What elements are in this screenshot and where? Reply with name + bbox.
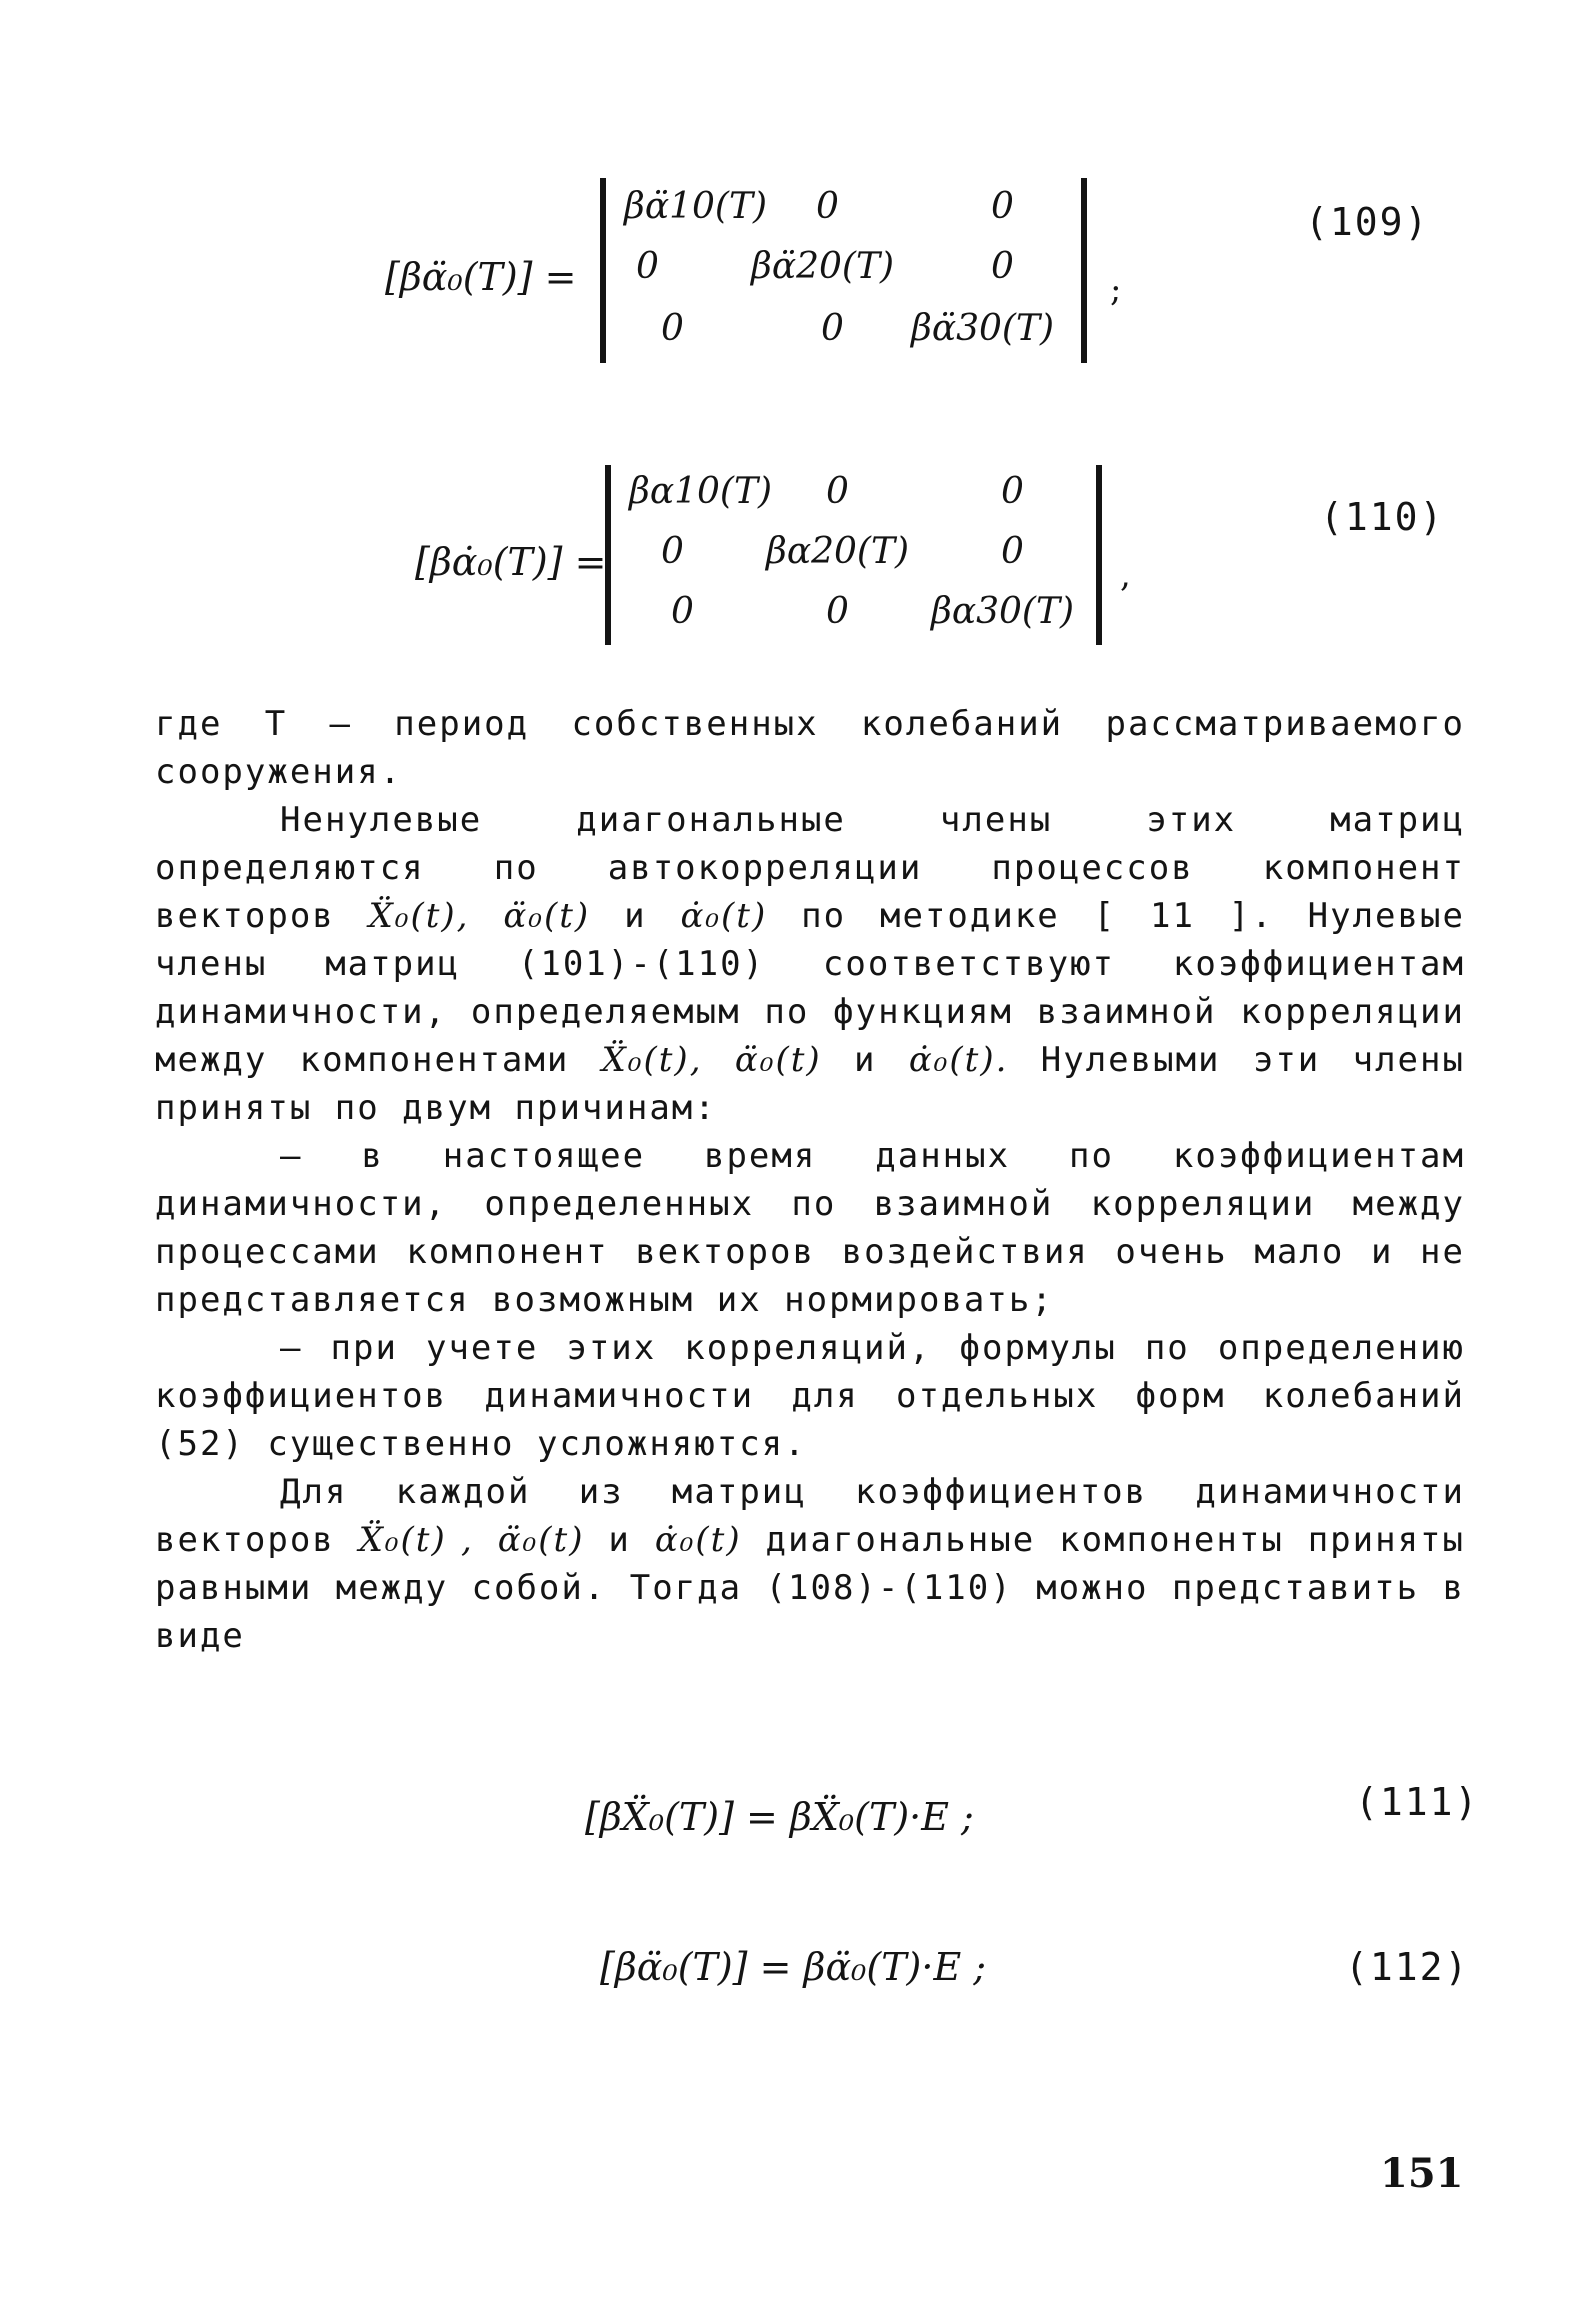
- matrix-cell: 0: [1001, 531, 1024, 572]
- matrix-cell: βα20(T): [766, 531, 910, 572]
- eq109-punct: ;: [1110, 270, 1122, 310]
- matrix-cell: βα̈10(T): [624, 186, 768, 227]
- text-span: Нулевыми эти члены приняты по двум причинам:: [155, 1040, 1465, 1128]
- vector-symbol: Ẍ₀(t),: [601, 1040, 703, 1080]
- matrix-cell: βα10(T): [629, 471, 773, 512]
- equation-number: (112): [1345, 1945, 1470, 1989]
- matrix-cell: βα̈20(T): [751, 246, 895, 287]
- paragraph: – при учете этих корреляций, формулы по определению коэффициентов динамичности для отдельных форм колебаний (52) существенно усложняются.: [155, 1328, 1465, 1464]
- vector-symbol: α̇₀(t): [654, 1520, 742, 1560]
- equation-number: (110): [1320, 495, 1445, 539]
- matrix-cell: 0: [826, 591, 849, 632]
- vector-symbol: α̇₀(t).: [908, 1040, 1009, 1080]
- vector-symbol: α̈₀(t): [734, 1040, 822, 1080]
- paragraph: [155, 796, 1465, 1132]
- vector-symbol: Ẍ₀(t),: [368, 896, 470, 936]
- matrix-cell: 0: [816, 186, 839, 227]
- text-span: Для каждой из матриц коэффициентов динамичности векторов: [155, 1472, 1465, 1560]
- text-span: и: [624, 896, 647, 936]
- eq111-formula: [βẌ₀(T)] = βẌ₀(T)·E ;: [585, 1795, 974, 1839]
- page-number: 151: [1380, 2150, 1464, 2197]
- vector-symbol: Ẍ₀(t) ,: [358, 1520, 474, 1560]
- eq109-matrix: [600, 178, 1087, 363]
- equation-number: (111): [1355, 1780, 1480, 1824]
- matrix-cell: 0: [991, 246, 1014, 287]
- text-span: и: [854, 1040, 877, 1080]
- equation-number: (109): [1305, 200, 1430, 244]
- matrix-cell: 0: [821, 308, 844, 349]
- paragraph: где T – период собственных колебаний рассматриваемого сооружения.: [155, 704, 1465, 792]
- text-span: по методике: [801, 896, 1060, 936]
- paragraph: – в настоящее время данных по коэффициентам динамичности, определенных по взаимной корреляции между процессами компонент векторов воздействия очень мало и не представляется возможным их нормировать;: [155, 1136, 1465, 1320]
- text-span: Ненулевые диагональные члены этих матриц определяются по автокорреляции процессов компонент векторов: [155, 800, 1465, 936]
- text-span: и: [608, 1520, 631, 1560]
- vector-symbol: α̈₀(t): [503, 896, 591, 936]
- eq109-lhs: [βα̈₀(T)] =: [385, 255, 577, 299]
- matrix-cell: 0: [826, 471, 849, 512]
- eq110-lhs: [βα̇₀(T)] =: [415, 540, 607, 584]
- paragraph: [155, 1468, 1465, 1660]
- matrix-cell: βα̈30(T): [911, 308, 1055, 349]
- matrix-cell: 0: [1001, 471, 1024, 512]
- eq110-punct: ,: [1120, 555, 1131, 595]
- eq112-formula: [βα̈₀(T)] = βα̈₀(T)·E ;: [600, 1945, 987, 1989]
- body-text: [155, 700, 1465, 1660]
- matrix-cell: 0: [661, 531, 684, 572]
- vector-symbol: α̈₀(t): [497, 1520, 585, 1560]
- text-span: [ 11 ]. Нулевые члены матриц (101)-(110) соответствуют коэффициентам динамичности, определяемым по функциям взаимной корреляции между компонентами: [155, 896, 1465, 1080]
- matrix-cell: 0: [636, 246, 659, 287]
- matrix-cell: 0: [991, 186, 1014, 227]
- matrix-cell: βα30(T): [931, 591, 1075, 632]
- matrix-cell: 0: [661, 308, 684, 349]
- vector-symbol: α̇₀(t): [680, 896, 768, 936]
- text-span: диагональные компоненты приняты равными между собой. Тогда (108)-(110) можно представить в виде: [155, 1520, 1465, 1656]
- matrix-cell: 0: [671, 591, 694, 632]
- eq110-matrix: [605, 465, 1102, 645]
